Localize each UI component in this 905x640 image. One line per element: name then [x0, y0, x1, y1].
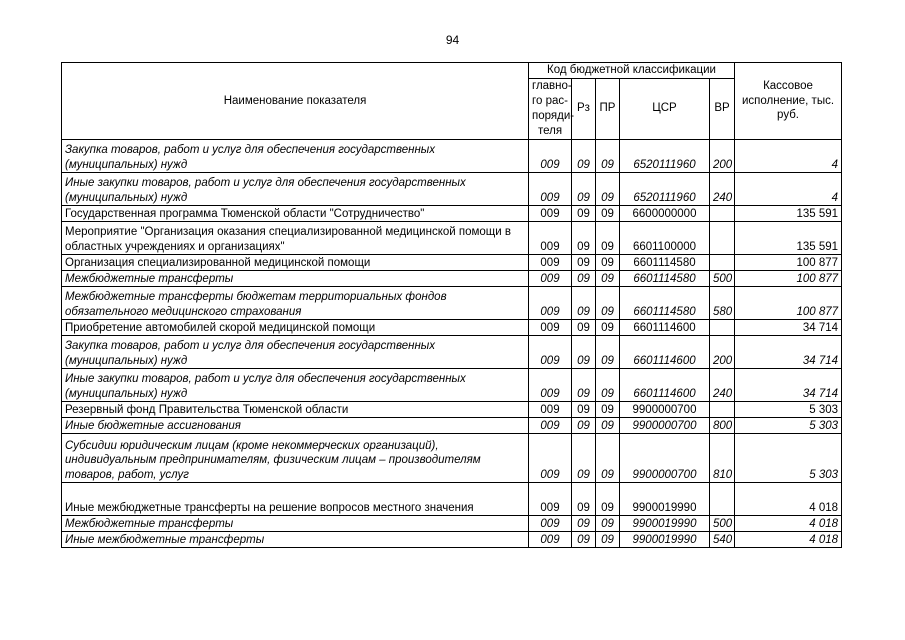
header-code-group: Код бюджетной классификации [529, 63, 735, 79]
cell-admin: 009 [529, 433, 572, 482]
cell-vr: 500 [710, 270, 735, 286]
cell-amount: 5 303 [735, 401, 842, 417]
table-row [62, 270, 842, 286]
cell-vr: 500 [710, 515, 735, 531]
table-row [62, 319, 842, 335]
cell-vr [710, 205, 735, 221]
cell-amount: 34 714 [735, 368, 842, 401]
cell-pr: 09 [596, 286, 620, 319]
cell-vr: 240 [710, 368, 735, 401]
table-row [62, 205, 842, 221]
cell-pr: 09 [596, 401, 620, 417]
cell-amount: 4 018 [735, 515, 842, 531]
cell-rz: 09 [572, 254, 596, 270]
header-name: Наименование показателя [62, 63, 529, 140]
table-row [62, 531, 842, 547]
table-row [62, 335, 842, 368]
cell-amount: 4 [735, 172, 842, 205]
cell-vr [710, 254, 735, 270]
cell-admin: 009 [529, 254, 572, 270]
table-body [62, 139, 842, 547]
cell-pr: 09 [596, 433, 620, 482]
cell-name: Закупка товаров, работ и услуг для обеспечения государственных (муниципальных) нужд [62, 139, 529, 172]
cell-csr: 6601114600 [620, 319, 710, 335]
cell-rz: 09 [572, 515, 596, 531]
table-row [62, 368, 842, 401]
cell-csr: 6520111960 [620, 172, 710, 205]
cell-pr: 09 [596, 482, 620, 515]
cell-rz: 09 [572, 368, 596, 401]
cell-pr: 09 [596, 531, 620, 547]
cell-csr: 6601114580 [620, 254, 710, 270]
cell-admin: 009 [529, 221, 572, 254]
table-row [62, 417, 842, 433]
table-row [62, 515, 842, 531]
cell-rz: 09 [572, 417, 596, 433]
cell-name: Иные межбюджетные трансферты [62, 531, 529, 547]
table-row [62, 172, 842, 205]
cell-csr: 6601100000 [620, 221, 710, 254]
cell-name: Мероприятие "Организация оказания специализированной медицинской помощи в областных учреждениях и организациях" [62, 221, 529, 254]
cell-csr: 9900019990 [620, 482, 710, 515]
cell-pr: 09 [596, 205, 620, 221]
cell-name: Иные закупки товаров, работ и услуг для обеспечения государственных (муниципальных) нужд [62, 172, 529, 205]
cell-rz: 09 [572, 172, 596, 205]
cell-amount: 100 877 [735, 254, 842, 270]
cell-csr: 9900000700 [620, 401, 710, 417]
table-row [62, 433, 842, 482]
header-admin: главно-го рас-поряди-теля [529, 78, 572, 139]
cell-admin: 009 [529, 270, 572, 286]
cell-csr: 6601114580 [620, 286, 710, 319]
cell-vr: 240 [710, 172, 735, 205]
cell-rz: 09 [572, 531, 596, 547]
cell-amount: 4 [735, 139, 842, 172]
cell-amount: 4 018 [735, 531, 842, 547]
cell-amount: 135 591 [735, 221, 842, 254]
budget-table [61, 62, 842, 548]
cell-name: Межбюджетные трансферты [62, 270, 529, 286]
header-rz: Рз [572, 78, 596, 139]
cell-pr: 09 [596, 172, 620, 205]
cell-pr: 09 [596, 335, 620, 368]
cell-vr: 800 [710, 417, 735, 433]
cell-pr: 09 [596, 139, 620, 172]
cell-rz: 09 [572, 139, 596, 172]
cell-vr [710, 401, 735, 417]
cell-pr: 09 [596, 417, 620, 433]
table-row [62, 482, 842, 515]
cell-pr: 09 [596, 368, 620, 401]
page-number: 94 [445, 33, 460, 47]
cell-amount: 5 303 [735, 417, 842, 433]
cell-rz: 09 [572, 286, 596, 319]
cell-vr: 200 [710, 335, 735, 368]
cell-rz: 09 [572, 205, 596, 221]
cell-amount: 5 303 [735, 433, 842, 482]
cell-csr: 6601114600 [620, 335, 710, 368]
cell-csr: 6601114600 [620, 368, 710, 401]
cell-name: Субсидии юридическим лицам (кроме некоммерческих организаций), индивидуальным предпринимателям, физическим лицам – производителям товаров, работ, услуг [62, 433, 529, 482]
cell-name: Резервный фонд Правительства Тюменской области [62, 401, 529, 417]
cell-admin: 009 [529, 531, 572, 547]
cell-csr: 9900000700 [620, 433, 710, 482]
cell-rz: 09 [572, 221, 596, 254]
cell-amount: 34 714 [735, 335, 842, 368]
cell-name: Иные межбюджетные трансферты на решение вопросов местного значения [62, 482, 529, 515]
cell-rz: 09 [572, 270, 596, 286]
cell-admin: 009 [529, 368, 572, 401]
cell-name: Приобретение автомобилей скорой медицинской помощи [62, 319, 529, 335]
cell-admin: 009 [529, 401, 572, 417]
cell-name: Иные закупки товаров, работ и услуг для обеспечения государственных (муниципальных) нужд [62, 368, 529, 401]
cell-admin: 009 [529, 205, 572, 221]
cell-admin: 009 [529, 417, 572, 433]
cell-name: Межбюджетные трансферты бюджетам территориальных фондов обязательного медицинского страхования [62, 286, 529, 319]
cell-rz: 09 [572, 319, 596, 335]
cell-vr: 200 [710, 139, 735, 172]
table-row [62, 401, 842, 417]
cell-amount: 100 877 [735, 286, 842, 319]
header-pr: ПР [596, 78, 620, 139]
cell-amount: 100 877 [735, 270, 842, 286]
header-csr: ЦСР [620, 78, 710, 139]
table-row [62, 254, 842, 270]
cell-admin: 009 [529, 319, 572, 335]
cell-name: Закупка товаров, работ и услуг для обеспечения государственных (муниципальных) нужд [62, 335, 529, 368]
header-vr: ВР [710, 78, 735, 139]
cell-vr: 580 [710, 286, 735, 319]
cell-pr: 09 [596, 515, 620, 531]
cell-pr: 09 [596, 319, 620, 335]
cell-admin: 009 [529, 482, 572, 515]
cell-name: Иные бюджетные ассигнования [62, 417, 529, 433]
cell-amount: 34 714 [735, 319, 842, 335]
cell-admin: 009 [529, 335, 572, 368]
cell-vr [710, 319, 735, 335]
cell-csr: 9900000700 [620, 417, 710, 433]
cell-pr: 09 [596, 270, 620, 286]
cell-amount: 135 591 [735, 205, 842, 221]
cell-vr [710, 221, 735, 254]
cell-csr: 9900019990 [620, 515, 710, 531]
cell-rz: 09 [572, 482, 596, 515]
cell-rz: 09 [572, 433, 596, 482]
cell-name: Межбюджетные трансферты [62, 515, 529, 531]
cell-admin: 009 [529, 515, 572, 531]
cell-vr: 810 [710, 433, 735, 482]
cell-admin: 009 [529, 286, 572, 319]
table-row [62, 221, 842, 254]
cell-vr [710, 482, 735, 515]
cell-rz: 09 [572, 335, 596, 368]
cell-pr: 09 [596, 221, 620, 254]
cell-name: Организация специализированной медицинской помощи [62, 254, 529, 270]
cell-pr: 09 [596, 254, 620, 270]
cell-admin: 009 [529, 139, 572, 172]
cell-csr: 9900019990 [620, 531, 710, 547]
cell-vr: 540 [710, 531, 735, 547]
cell-admin: 009 [529, 172, 572, 205]
table-row [62, 286, 842, 319]
table-row [62, 139, 842, 172]
header-amount: Кассовое исполнение, тыс. руб. [735, 63, 842, 140]
cell-rz: 09 [572, 401, 596, 417]
cell-name: Государственная программа Тюменской области "Сотрудничество" [62, 205, 529, 221]
table-header [62, 63, 842, 140]
cell-csr: 6520111960 [620, 139, 710, 172]
cell-csr: 6600000000 [620, 205, 710, 221]
cell-amount: 4 018 [735, 482, 842, 515]
cell-csr: 6601114580 [620, 270, 710, 286]
